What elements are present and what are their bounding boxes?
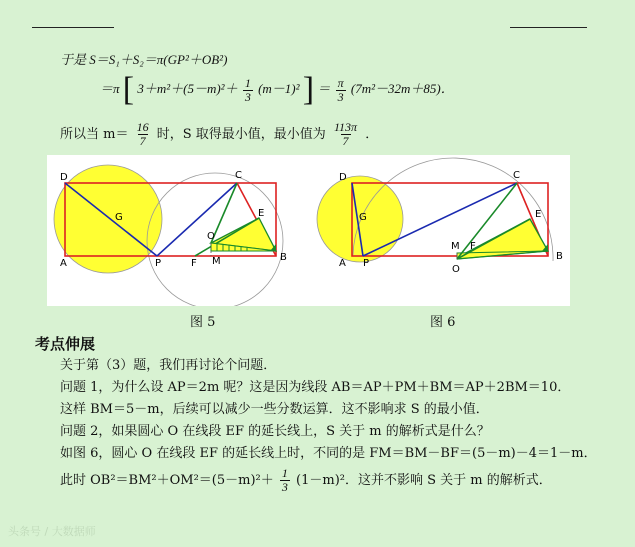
label-A: A <box>60 258 67 269</box>
fraction-pi-third <box>336 77 346 104</box>
label-P: P <box>363 258 370 269</box>
label-D: D <box>339 172 347 183</box>
label-D: D <box>60 172 68 183</box>
derivation-line-2 <box>100 71 454 109</box>
fraction-numerator: π <box>337 75 344 90</box>
figure-6 <box>317 158 563 275</box>
label-F: F <box>470 241 476 252</box>
fraction-denominator: 3 <box>244 89 251 104</box>
label-F: F <box>191 258 197 269</box>
header-rule-left <box>32 27 114 28</box>
line3-c: ． <box>365 127 379 142</box>
paragraph-line: 这样 BM＝5－m，后续可以减少一些分数运算．这不影响求 S 的最小值． <box>60 402 489 417</box>
label-G: G <box>115 212 123 223</box>
label-C: C <box>235 170 242 181</box>
line3-b: 时，S 取得最小值，最小值为 <box>156 127 326 142</box>
fraction-numerator: 1 <box>281 466 288 480</box>
label-C: C <box>513 170 520 181</box>
paragraph-line: 问题 1，为什么设 AP＝2m 呢？这是因为线段 AB＝AP＋PM＋BM＝AP＋2BM＝10． <box>60 380 571 395</box>
caption-figure-5: 图 5 <box>190 315 216 330</box>
fraction-numerator: 16 <box>136 120 149 134</box>
paragraph-line-last <box>60 466 552 496</box>
derivation-inner-b: (m－1)² <box>258 81 300 96</box>
fraction-denominator: 3 <box>337 89 344 104</box>
label-O: O <box>452 264 460 275</box>
label-M: M <box>451 241 460 252</box>
paragraph-line: 关于第（3）题，我们再讨论个问题． <box>60 358 277 373</box>
derivation-line-3 <box>60 120 378 150</box>
label-O: O <box>207 231 215 242</box>
fraction-one-third <box>280 467 290 494</box>
label-M: M <box>212 256 221 267</box>
label-E: E <box>535 209 542 220</box>
fraction-denominator: 7 <box>139 134 146 148</box>
fraction-113pi-7 <box>332 121 359 148</box>
derivation-prefix: ＝π <box>100 81 120 96</box>
fraction-denominator: 7 <box>342 134 349 148</box>
fraction-denominator: 3 <box>281 480 288 494</box>
label-P: P <box>155 258 162 269</box>
left-bracket: [ <box>122 71 135 109</box>
fraction-numerator: 1 <box>244 75 251 90</box>
paragraph-line: 如图 6，圆心 O 在线段 EF 的延长线上时，不同的是 FM＝BM－BF＝(5－m)－4＝1－m． <box>60 446 597 461</box>
label-B: B <box>280 252 287 263</box>
last-a: 此时 OB²＝BM²＋OM²＝(5－m)²＋ <box>60 473 274 488</box>
label-G: G <box>359 212 367 223</box>
label-A: A <box>339 258 346 269</box>
fraction-one-third <box>243 77 253 104</box>
figure-panel <box>47 155 570 306</box>
caption-figure-6: 图 6 <box>430 315 456 330</box>
header-rule-right <box>510 27 587 28</box>
fraction-numerator: 113π <box>333 120 358 134</box>
label-B: B <box>556 251 563 262</box>
watermark: 头条号 / 大数据师 <box>8 525 96 538</box>
figure-5 <box>54 165 287 306</box>
paragraph-line: 问题 2，如果圆心 O 在线段 EF 的延长线上，S 关于 m 的解析式是什么？ <box>60 424 490 439</box>
line3-a: 所以当 m＝ <box>60 127 129 142</box>
last-b: (1－m)²．这并不影响 S 关于 m 的解析式． <box>296 473 552 488</box>
section-title: 考点伸展 <box>35 335 96 353</box>
derivation-tail: (7m²－32m＋85)． <box>350 81 454 96</box>
right-bracket: ] <box>302 71 315 109</box>
fraction-16-7 <box>135 121 151 148</box>
derivation-inner-a: 3＋m²＋(5－m)²＋ <box>137 81 238 96</box>
derivation-line-1: 于是 S＝S₁＋S₂＝π(GP²＋OB²) <box>60 52 228 67</box>
derivation-equals: ＝ <box>317 81 331 96</box>
geometry-figures <box>47 155 570 306</box>
label-E: E <box>258 208 265 219</box>
